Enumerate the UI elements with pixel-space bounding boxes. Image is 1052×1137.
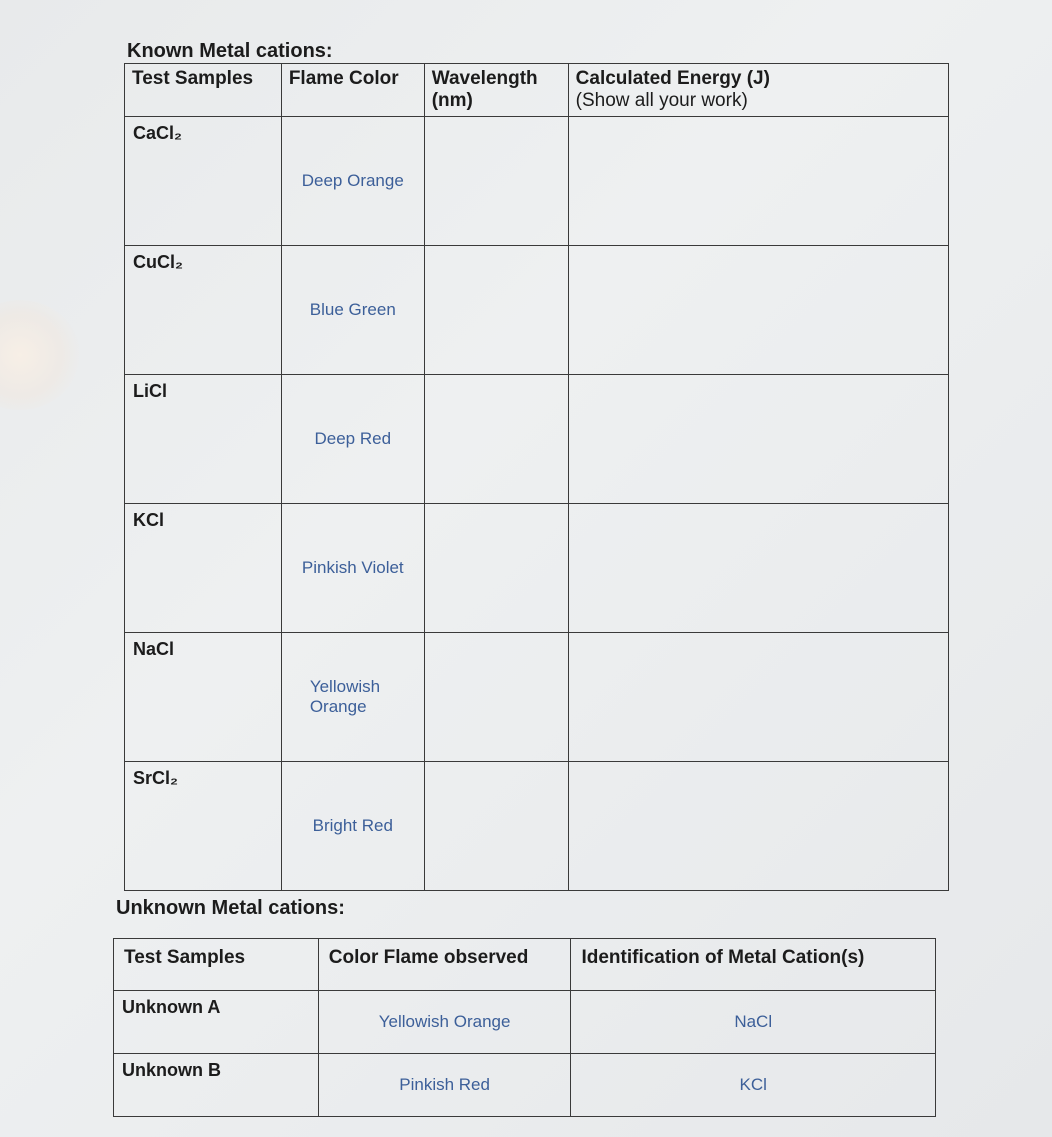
header-wavelength-label: Wavelength	[431, 68, 538, 89]
wavelength-cell[interactable]	[424, 633, 568, 762]
header-identification: Identification of Metal Cation(s)	[571, 939, 936, 991]
flame-color-cell: Deep Red	[281, 375, 424, 504]
color-observed-cell[interactable]: Yellowish Orange	[318, 991, 571, 1054]
sample-cell: CaCl₂	[125, 117, 282, 246]
sample-cell: LiCl	[125, 375, 282, 504]
wavelength-cell[interactable]	[424, 246, 568, 375]
energy-cell[interactable]	[568, 504, 948, 633]
header-energy-label: Calculated Energy (J)	[575, 68, 770, 89]
wavelength-cell[interactable]	[424, 375, 568, 504]
table-header-row	[114, 939, 936, 991]
light-glare	[0, 300, 80, 410]
header-wavelength	[424, 64, 568, 117]
cation-identification-cell[interactable]: NaCl	[571, 991, 936, 1054]
flame-color-cell: Yellowish Orange	[281, 633, 424, 762]
energy-cell[interactable]	[568, 117, 948, 246]
table-row	[125, 762, 949, 891]
flame-color-cell: Bright Red	[281, 762, 424, 891]
header-test-samples: Test Samples	[114, 939, 319, 991]
table-row	[114, 1054, 936, 1117]
sample-cell: SrCl₂	[125, 762, 282, 891]
color-observed-cell[interactable]: Pinkish Red	[318, 1054, 571, 1117]
table-header-row	[125, 64, 949, 117]
energy-cell[interactable]	[568, 633, 948, 762]
table-row	[125, 375, 949, 504]
sample-cell: CuCl₂	[125, 246, 282, 375]
header-flame-color: Flame Color	[281, 64, 424, 117]
unknown-sample-cell: Unknown A	[114, 991, 319, 1054]
header-energy-note: (Show all your work)	[575, 90, 748, 111]
header-color-flame: Color Flame observed	[318, 939, 571, 991]
header-energy	[568, 64, 948, 117]
sample-cell: NaCl	[125, 633, 282, 762]
table-row	[125, 504, 949, 633]
sample-cell: KCl	[125, 504, 282, 633]
flame-color-cell: Pinkish Violet	[281, 504, 424, 633]
table-row	[125, 117, 949, 246]
wavelength-cell[interactable]	[424, 117, 568, 246]
unknown-cations-table	[113, 938, 936, 1117]
energy-cell[interactable]	[568, 375, 948, 504]
header-wavelength-unit: (nm)	[431, 90, 473, 111]
cation-identification-cell[interactable]: KCl	[571, 1054, 936, 1117]
header-test-samples: Test Samples	[125, 64, 282, 117]
known-cations-table	[124, 63, 949, 891]
wavelength-cell[interactable]	[424, 762, 568, 891]
energy-cell[interactable]	[568, 246, 948, 375]
table-row	[114, 991, 936, 1054]
flame-color-cell: Deep Orange	[281, 117, 424, 246]
table-row	[125, 633, 949, 762]
flame-color-cell: Blue Green	[281, 246, 424, 375]
wavelength-cell[interactable]	[424, 504, 568, 633]
unknown-sample-cell: Unknown B	[114, 1054, 319, 1117]
known-section-title: Known Metal cations:	[127, 40, 333, 62]
table-row	[125, 246, 949, 375]
unknown-section-title: Unknown Metal cations:	[116, 897, 345, 919]
energy-cell[interactable]	[568, 762, 948, 891]
